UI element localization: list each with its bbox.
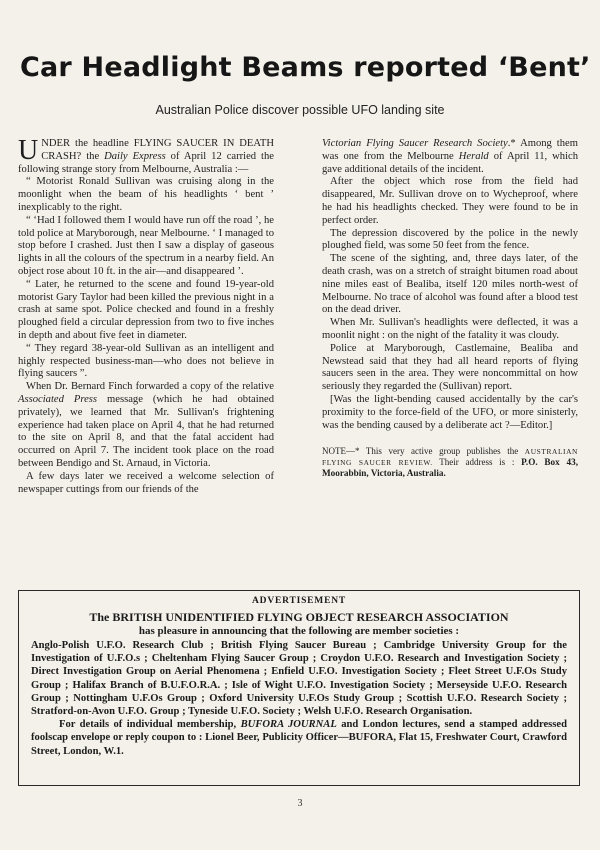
paragraph-text: .* Among them was one from the Melbourne: [322, 138, 578, 162]
article-paragraph: Police at Maryborough, Castlemaine, Bealiba and Newstead said that they had all heard reports of flying saucers seen in the area. They were noncommittal on how seriously they regarded the (Sullivan) report.: [322, 342, 578, 393]
advertisement-intro: has pleasure in announcing that the following are member societies :: [138, 625, 460, 637]
advertisement-box: [18, 590, 580, 786]
article-left-column: [18, 135, 274, 496]
advertisement-header: ADVERTISEMENT: [252, 596, 346, 606]
society-name: Victorian Flying Saucer Research Society: [322, 138, 508, 149]
paragraph-text: of April 11, which gave additional details of the incident.: [322, 150, 579, 175]
article-paragraph: “ They regard 38-year-old Sullivan as an intelligent and highly respected business-man—who does not believe in flying saucers ”.: [18, 342, 274, 380]
article-paragraph: After the object which rose from the field had disappeared, Mr. Sullivan drove on to Wycheproof, where he had his headlights checked. They were found to be in perfect order.: [322, 176, 578, 226]
note-text: NOTE—* This very active group publishes the: [322, 446, 525, 457]
contact-text: For details of individual membership,: [59, 719, 241, 731]
editor-comment: [Was the light-bending caused accidentally by the car's proximity to the force-field of the UFO, or more sinisterly, was the bending caused by a deliberate act ?—Editor.]: [322, 393, 578, 431]
paragraph-text: message (which he had obtained privately), we learned that Mr. Sullivan's frightening experience had taken place on April 4, that he had returned to the site on April 8, and that the fatal accident had occurred on April 7. The incident took place on the road between Bendigo and St. Arnaud, in Victoria.: [18, 393, 274, 469]
drop-cap: U: [18, 135, 39, 166]
note-publication: AUSTRALIAN FLYING SAUCER REVIEW.: [322, 447, 578, 468]
article-title: Car Headlight Beams reported ‘Bent’: [20, 52, 591, 83]
note-text: Their address is :: [432, 457, 522, 468]
paragraph-text: of April 12 carried the following strange story from Melbourne, Australia :—: [18, 150, 274, 175]
article-paragraph: [18, 381, 274, 471]
paragraph-text: When Dr. Bernard Finch forwarded a copy of the relative: [26, 381, 274, 393]
article-paragraph: “ Later, he returned to the scene and found 19-year-old motorist Gary Taylor had been killed the previous night in a crash at same spot. Police checked and found in a freshly ploughed field a circular depression from two to five inches in depth and about five feet in diameter.: [18, 278, 274, 341]
article-paragraph: [322, 138, 578, 176]
article-paragraph: The depression discovered by the police in the newly ploughed field, was some 50 feet from the fence.: [322, 227, 578, 252]
article-paragraph: “ Motorist Ronald Sullivan was cruising along in the moonlight when the beam of his headlights ‘ bent ’ inexplicably to the right.: [18, 176, 274, 213]
article-paragraph: [18, 135, 274, 176]
article-paragraph: The scene of the sighting, and, three days later, of the death crash, was on a stretch of straight bitumen road about nine miles east of Bealiba, itself 120 miles north-west of Melbourne. No trace of alcohol was found after a blood test on the dead driver.: [322, 253, 578, 316]
journal-name: BUFORA JOURNAL: [240, 719, 337, 731]
article-paragraph: When Mr. Sullivan's headlights were deflected, it was a moonlit night : on the night of the fatality it was cloudy.: [322, 317, 578, 341]
membership-contact: [31, 718, 567, 758]
article-right-column: [322, 138, 578, 479]
contact-text: and London lectures, send a stamped addressed foolscap envelope or reply coupon to : Lionel Beer, Publicity Officer—BUFORA, Flat 15, Freshwater Court, Crawford Street, London, W.1.: [31, 719, 568, 757]
publication-name: Daily Express: [104, 150, 166, 162]
publication-name: Herald: [458, 150, 489, 162]
publication-name: Associated Press: [18, 393, 98, 405]
note-address: P.O. Box 43, Moorabbin, Victoria, Australia.: [322, 457, 578, 479]
member-societies-list: Anglo-Polish U.F.O. Research Club ; British Flying Saucer Bureau ; Cambridge University Group for the Investigation of U.F.O.s ; Cheltenham Flying Saucer Group ; Croydon U.F.O. Research and Investigation Society ; Direct Investigation Group on Aerial Phenomena ; Enfield U.F.O. Investigation Society ; Fleet Street U.F.Os Study Group ; Halifax Branch of B.U.F.O.R.A. ; Isle of Wight U.F.O. Investigation Society ; Merseyside U.F.O. Research Group ; Nottingham U.F.Os Group ; Oxford University U.F.Os Study Group ; Scottish U.F.O. Research Society ; Stratford-on-Avon U.F.O. Group ; Tyneside U.F.O. Society ; Welsh U.F.O. Research Organisation.: [31, 640, 567, 718]
article-paragraph: “ ‘Had I followed them I would have run off the road ’, he told police at Maryborough, near Melbourne. ‘ I managed to stop before I crashed. Just then I saw a display of gaseous lights in all the colours of the spectrum in a nearby field. An object rose about 10 ft. in the air—and disappeared ’.: [18, 214, 274, 277]
page-number: 3: [297, 798, 303, 809]
paragraph-text: NDER the headline FLYING SAUCER IN DEATH CRASH? the: [41, 138, 274, 162]
organization-name: The BRITISH UNIDENTIFIED FLYING OBJECT RESEARCH ASSOCIATION: [89, 610, 509, 624]
footnote: [322, 446, 578, 479]
article-paragraph: A few days later we received a welcome selection of newspaper cuttings from our friends of the: [18, 470, 274, 495]
article-subtitle: Australian Police discover possible UFO landing site: [155, 103, 445, 117]
